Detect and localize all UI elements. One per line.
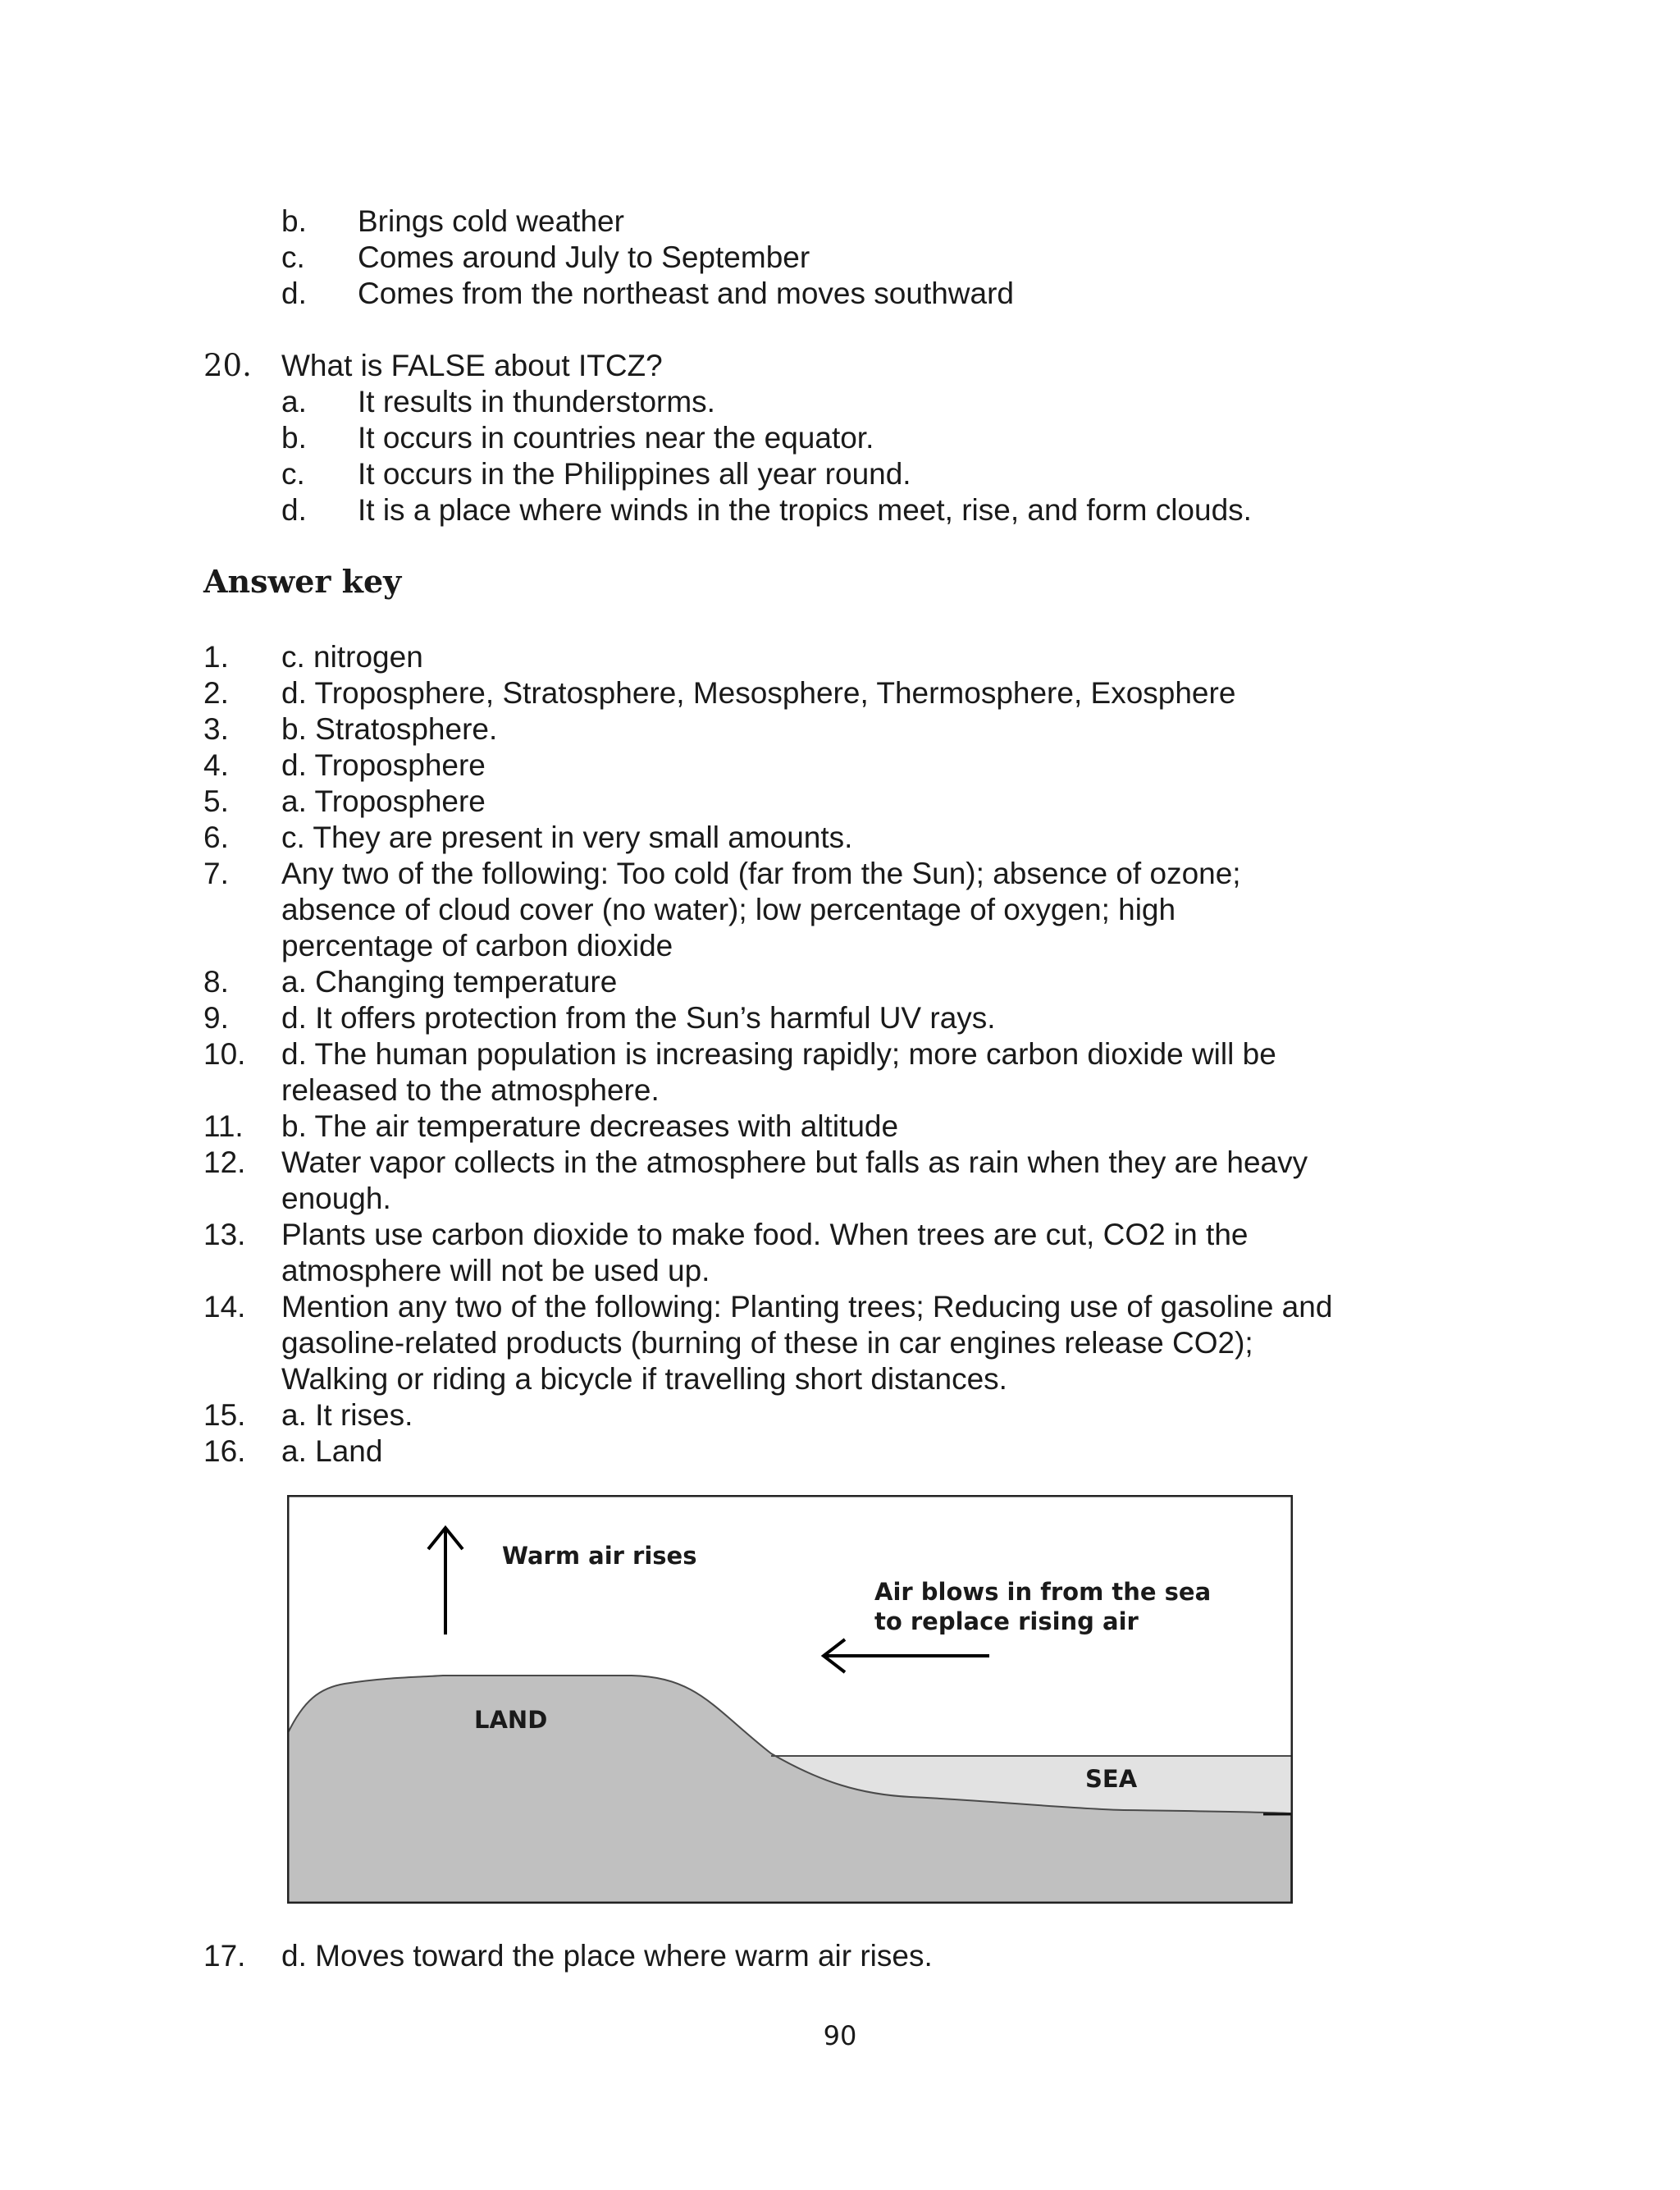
q20-question: What is FALSE about ITCZ?: [281, 349, 663, 382]
q19-option-c-letter: c.: [281, 240, 305, 274]
answer-text: gasoline-related products (burning of these in car engines release CO2);: [281, 1326, 1253, 1360]
answer-num: 1.: [203, 640, 229, 674]
answer-text: absence of cloud cover (no water); low percentage of oxygen; high: [281, 893, 1176, 926]
answer-text: a. It rises.: [281, 1398, 413, 1432]
answer-text: percentage of carbon dioxide: [281, 929, 673, 962]
answer-text: a. Land: [281, 1434, 383, 1468]
answer-text: Water vapor collects in the atmosphere but falls as rain when they are heavy: [281, 1145, 1308, 1179]
answer-text: c. nitrogen: [281, 640, 423, 674]
answer-text: d. Troposphere, Stratosphere, Mesosphere, Thermosphere, Exosphere: [281, 676, 1236, 710]
answer-text: atmosphere will not be used up.: [281, 1254, 710, 1287]
q19-option-d-text: Comes from the northeast and moves southward: [358, 277, 1014, 310]
answer-text: b. The air temperature decreases with altitude: [281, 1109, 899, 1143]
air-blows-label-1: Air blows in from the sea: [874, 1578, 1212, 1606]
answer-text: Mention any two of the following: Planting trees; Reducing use of gasoline and: [281, 1290, 1333, 1324]
answer-17-num: 17.: [203, 1939, 246, 1973]
q20-option-b-letter: b.: [281, 421, 307, 455]
answer-key-heading: Answer key: [203, 563, 402, 600]
answer-text: Walking or riding a bicycle if travelling short distances.: [281, 1362, 1007, 1396]
answer-text: released to the atmosphere.: [281, 1073, 660, 1107]
answer-num: 13.: [203, 1218, 246, 1251]
answer-text: enough.: [281, 1182, 391, 1215]
q19-option-d-letter: d.: [281, 277, 307, 310]
q20-option-a-text: It results in thunderstorms.: [358, 385, 715, 418]
answer-text: Plants use carbon dioxide to make food. When trees are cut, CO2 in the: [281, 1218, 1249, 1251]
answer-text: d. Troposphere: [281, 748, 486, 782]
air-blows-label-2: to replace rising air: [874, 1607, 1139, 1635]
answer-text: b. Stratosphere.: [281, 712, 498, 746]
answer-text: Any two of the following: Too cold (far from the Sun); absence of ozone;: [281, 857, 1241, 890]
q20-option-d-text: It is a place where winds in the tropics meet, rise, and form clouds.: [358, 493, 1252, 527]
answer-num: 3.: [203, 712, 229, 746]
land-label: LAND: [474, 1706, 548, 1734]
sea-label: SEA: [1085, 1765, 1138, 1793]
answer-num: 15.: [203, 1398, 246, 1432]
q20-option-c-text: It occurs in the Philippines all year round.: [358, 457, 911, 491]
warm-air-label: Warm air rises: [502, 1542, 697, 1570]
q20-option-c-letter: c.: [281, 457, 305, 491]
answer-text: c. They are present in very small amounts.: [281, 821, 853, 854]
answer-num: 11.: [203, 1109, 244, 1143]
sea-breeze-diagram: [287, 1495, 1293, 1904]
answer-num: 14.: [203, 1290, 246, 1324]
page-number: 90: [823, 2020, 857, 2051]
answer-num: 16.: [203, 1434, 246, 1468]
answer-num: 8.: [203, 965, 229, 999]
answer-num: 4.: [203, 748, 229, 782]
q19-option-b-letter: b.: [281, 204, 307, 238]
answer-text: d. The human population is increasing rapidly; more carbon dioxide will be: [281, 1037, 1276, 1071]
q20-option-a-letter: a.: [281, 385, 307, 418]
answer-text: a. Changing temperature: [281, 965, 618, 999]
answer-num: 10.: [203, 1037, 246, 1071]
answer-num: 9.: [203, 1001, 229, 1035]
answer-num: 7.: [203, 857, 229, 890]
q19-option-b-text: Brings cold weather: [358, 204, 624, 238]
answer-17-text: d. Moves toward the place where warm air rises.: [281, 1939, 933, 1973]
q20-option-b-text: It occurs in countries near the equator.: [358, 421, 874, 455]
answer-text: d. It offers protection from the Sun’s harmful UV rays.: [281, 1001, 996, 1035]
q19-option-c-text: Comes around July to September: [358, 240, 810, 274]
q20-number: 20.: [203, 348, 252, 383]
q20-option-d-letter: d.: [281, 493, 307, 527]
answer-num: 2.: [203, 676, 229, 710]
answer-num: 6.: [203, 821, 229, 854]
answer-num: 5.: [203, 784, 229, 818]
answer-num: 12.: [203, 1145, 246, 1179]
answer-text: a. Troposphere: [281, 784, 486, 818]
